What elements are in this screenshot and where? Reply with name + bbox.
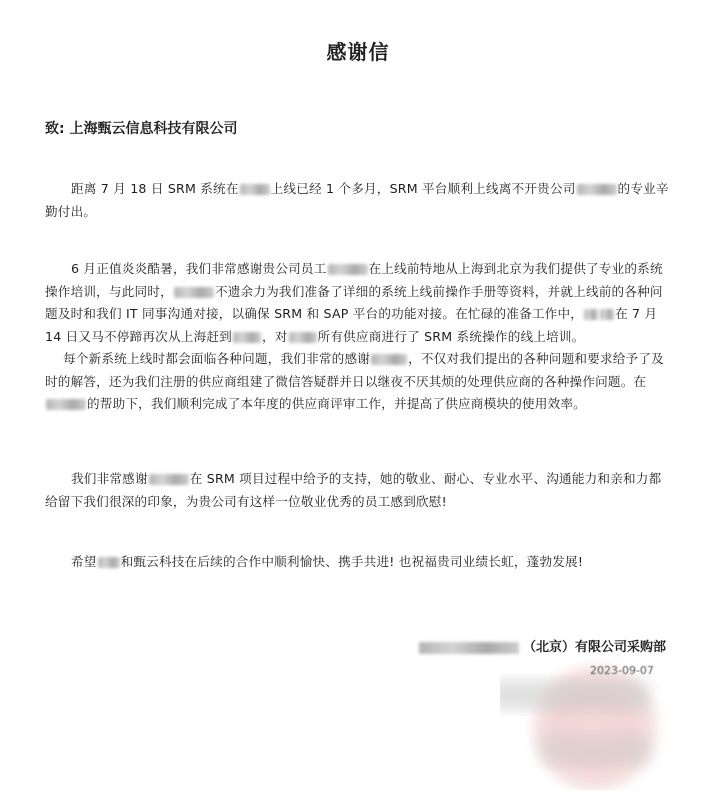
paragraph-4 (45, 551, 671, 574)
redaction (289, 332, 317, 343)
blurred-seal-icon (500, 640, 670, 790)
text-segment: 上线已经 1 个多月，SRM 平台顺利上线离不开贵公司 (270, 181, 576, 196)
paragraph-3 (45, 468, 671, 513)
redaction (233, 332, 261, 343)
text-segment: 在 7 月 14 日又马不停蹄再次从上海赶到 (45, 306, 658, 344)
text-segment: ，不仅对我们提出的各种问题和要求给予了及时的解答，还为我们注册的供应商组建了微信答疑群并日以继夜不厌其烦的处理供应商的各种操作问题。在 (45, 351, 664, 389)
letter-title: 感谢信 (326, 40, 390, 64)
text-segment: 在 SRM 项目过程中给予的支持，她的敬业、耐心、专业水平、沟通能力和亲和力都给留下我们很深的印象，为贵公司有这样一位敬业优秀的员工感到欣慰! (45, 471, 662, 509)
signature-text: （北京）有限公司采购部 (523, 640, 667, 655)
date-text: 2023-09-07 (590, 664, 654, 677)
redaction (240, 184, 270, 195)
text-segment: 距离 7 月 18 日 SRM 系统在 (71, 181, 239, 196)
redaction (584, 309, 598, 320)
redaction (46, 399, 86, 410)
redaction (577, 184, 617, 195)
text-segment: 和甄云科技在后续的合作中顺利愉快、携手共进! 也祝福贵司业绩长虹，蓬勃发展! (120, 554, 584, 569)
redaction (149, 474, 189, 485)
text-segment: 希望 (71, 554, 97, 569)
paragraph-2 (45, 258, 671, 416)
text-segment: 我们非常感谢 (71, 471, 148, 486)
paragraph-1 (45, 178, 671, 223)
recipient-line: 致: 上海甄云信息科技有限公司 (45, 121, 238, 137)
paragraph-2-part-1 (45, 258, 671, 348)
redaction (600, 309, 614, 320)
text-segment: 所有供应商进行了 SRM 系统操作的线上培训。 (317, 328, 585, 344)
redaction (174, 287, 214, 298)
redaction (371, 354, 407, 365)
text-segment: 每个新系统上线时都会面临各种问题，我们非常的感谢 (63, 351, 371, 366)
text-segment: ，对 (261, 328, 288, 344)
text-segment: 的帮助下，我们顺利完成了本年度的供应商评审工作，并提高了供应商模块的使用效率。 (87, 396, 586, 411)
redaction (328, 264, 368, 275)
paragraph-2-part-2 (45, 348, 671, 416)
text-segment: 不遗余力为我们准备了详细的系统上线前操作手册等资料，并就上线前的各种问题及时和我们 IT 同事沟通对接，以确保 SRM 和 SAP 平台的功能对接。在忙碌的准备工作中， (45, 283, 663, 321)
redaction (98, 557, 120, 568)
text-segment: 在上线前特地从上海到北京为我们提供了专业的系统操作培训，与此同时， (45, 261, 663, 299)
text-segment: 6 月正值炎炎酷暑，我们非常感谢贵公司员工 (71, 261, 327, 276)
text-segment: 的专业辛勤付出。 (45, 181, 669, 219)
